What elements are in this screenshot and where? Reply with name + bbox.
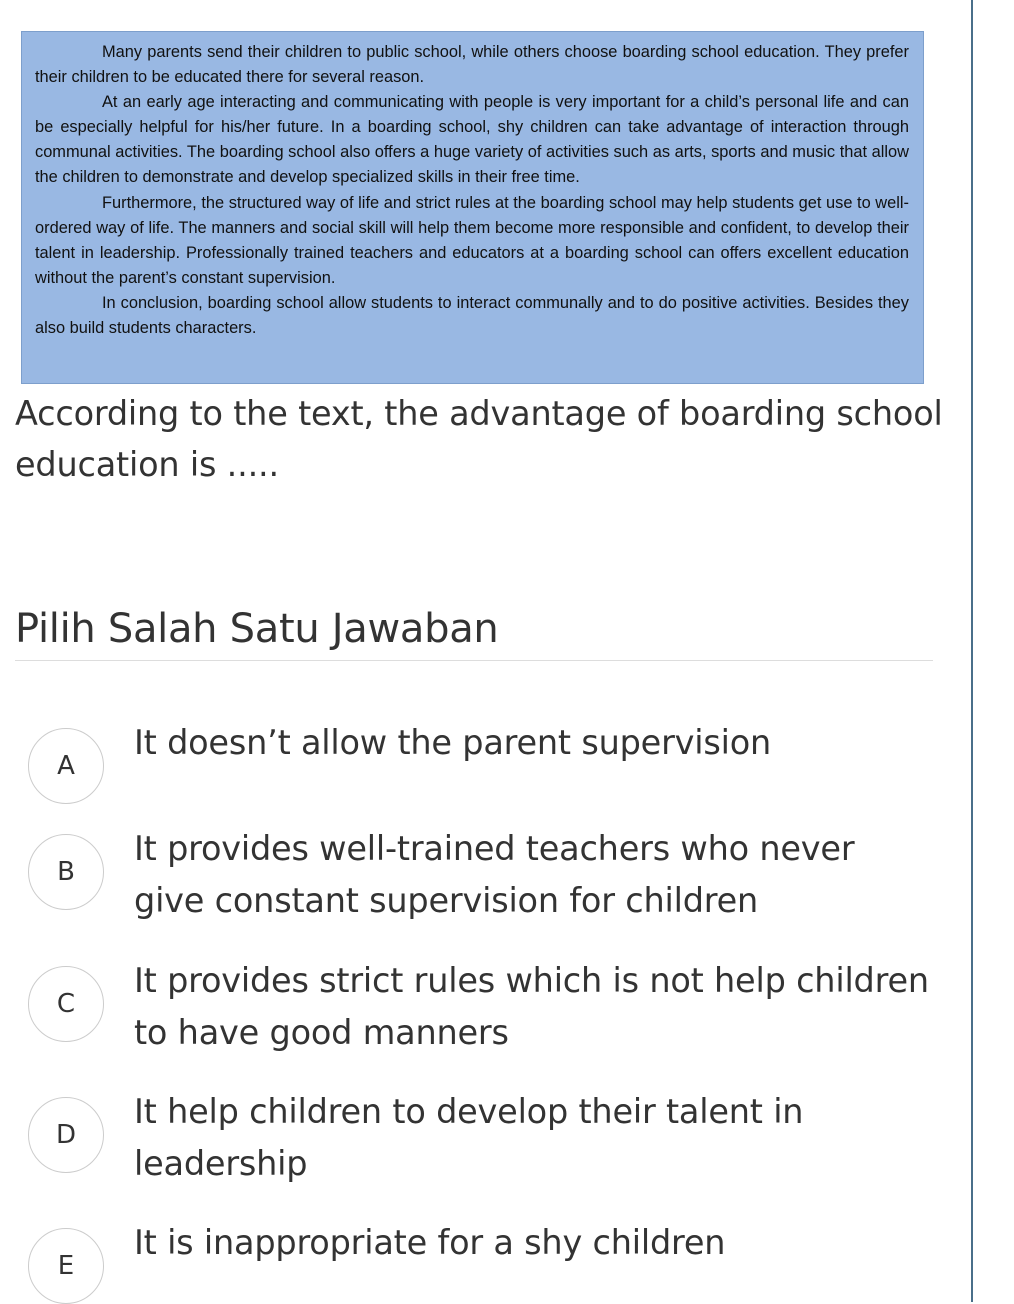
answer-section-title: Pilih Salah Satu Jawaban <box>15 606 499 652</box>
option-letter-badge[interactable]: A <box>28 728 104 804</box>
passage-paragraph: Many parents send their children to public school, while others choose boarding school education. They prefer their children to be educated there for several reason. <box>35 43 909 87</box>
section-divider <box>15 660 933 661</box>
option-letter-badge[interactable]: C <box>28 966 104 1042</box>
option-text[interactable]: It doesn’t allow the parent supervision <box>134 723 772 762</box>
option-letter-badge[interactable]: D <box>28 1097 104 1173</box>
right-divider <box>971 0 973 1302</box>
option-letter-badge[interactable]: E <box>28 1228 104 1304</box>
option-text[interactable]: It provides well-trained teachers who never give constant supervision for children <box>134 829 855 920</box>
question-text: According to the text, the advantage of boarding school education is ..... <box>15 394 943 484</box>
passage-paragraph: At an early age interacting and communicating with people is very important for a child’s personal life and can be especially helpful for his/her future. In a boarding school, shy children can take advantage of interaction through communal activities. The boarding school also offers a huge variety of activities such as arts, sports and music that allow the children to demonstrate and develop specialized skills in their free time. <box>35 93 909 187</box>
reading-passage <box>21 31 924 384</box>
option-text[interactable]: It provides strict rules which is not help children to have good manners <box>134 961 929 1052</box>
passage-paragraph: In conclusion, boarding school allow students to interact communally and to do positive activities. Besides they also build students characters. <box>35 293 909 338</box>
option-text[interactable]: It help children to develop their talent in leadership <box>134 1092 804 1183</box>
passage-paragraph: Furthermore, the structured way of life and strict rules at the boarding school may help students get use to well-ordered way of life. The manners and social skill will help them become more responsible and confident, to develop their talent in leadership. Professionally trained teachers and educators at a boarding school can offers excellent education without the parent’s constant supervision. <box>35 193 909 287</box>
option-letter-badge[interactable]: B <box>28 834 104 910</box>
option-text[interactable]: It is inappropriate for a shy children <box>134 1223 726 1262</box>
